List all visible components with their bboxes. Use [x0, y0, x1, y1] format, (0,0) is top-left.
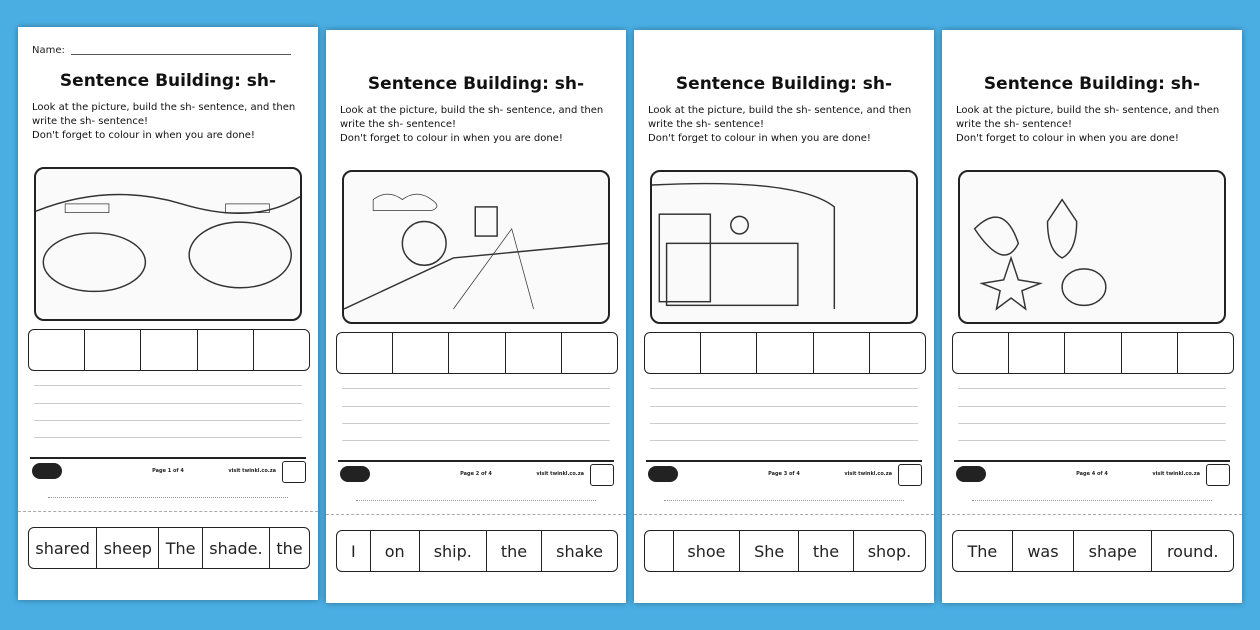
- footer-divider: [338, 460, 614, 462]
- instruction-line: Don't forget to colour in when you are done!: [32, 130, 255, 141]
- word-card[interactable]: She: [740, 531, 799, 571]
- name-field[interactable]: [32, 45, 291, 56]
- instruction-line: Look at the picture, build the sh- sentence, and then write the sh- sentence!: [32, 102, 296, 127]
- page-number: Page 4 of 4: [1076, 471, 1108, 477]
- writing-line: [650, 440, 918, 441]
- answer-slot[interactable]: [1065, 333, 1121, 373]
- word-card[interactable]: shape: [1074, 531, 1152, 571]
- word-card[interactable]: the: [487, 531, 542, 571]
- sentence-build-row: [952, 332, 1234, 374]
- page-number: Page 3 of 4: [768, 471, 800, 477]
- word-cards-row: [28, 527, 310, 569]
- footer-divider: [954, 460, 1230, 462]
- word-cards-row: [644, 530, 926, 572]
- answer-slot[interactable]: [814, 333, 870, 373]
- boy-ship-illustration: [342, 170, 610, 324]
- answer-slot[interactable]: [1122, 333, 1178, 373]
- word-card[interactable]: The: [953, 531, 1013, 571]
- instructions: [648, 104, 920, 146]
- cut-line: [18, 511, 318, 512]
- answer-slot[interactable]: [701, 333, 757, 373]
- sentence-build-row: [28, 329, 310, 371]
- answer-slot[interactable]: [757, 333, 813, 373]
- answer-slot[interactable]: [1178, 333, 1233, 373]
- instructions: [956, 104, 1228, 146]
- writing-line: [34, 385, 302, 386]
- word-cards-row: [952, 530, 1234, 572]
- instruction-line: Look at the picture, build the sh- sentence, and then write the sh- sentence!: [340, 105, 604, 130]
- instruction-line: Look at the picture, build the sh- sentence, and then write the sh- sentence!: [956, 105, 1220, 130]
- word-card[interactable]: shared: [29, 528, 97, 568]
- worksheet-page: [942, 30, 1242, 603]
- site-link: visit twinkl.co.za: [1152, 471, 1200, 477]
- answer-slot[interactable]: [1009, 333, 1065, 373]
- answer-slot[interactable]: [645, 333, 701, 373]
- page-number: Page 2 of 4: [460, 471, 492, 477]
- site-link: visit twinkl.co.za: [844, 471, 892, 477]
- writing-line: [958, 423, 1226, 424]
- writing-line: [342, 388, 610, 389]
- worksheet-title: Sentence Building: sh-: [367, 74, 585, 94]
- word-card[interactable]: shake: [556, 541, 603, 561]
- word-card[interactable]: the: [276, 538, 303, 558]
- sentence-build-row: [644, 332, 926, 374]
- site-link: visit twinkl.co.za: [228, 468, 276, 474]
- worksheet-title: Sentence Building: sh-: [675, 74, 893, 94]
- answer-slot[interactable]: [85, 330, 141, 370]
- instruction-line: Don't forget to colour in when you are done!: [956, 133, 1179, 144]
- twinkl-logo: [340, 466, 370, 482]
- answer-slot[interactable]: [506, 333, 562, 373]
- cut-line: [942, 514, 1242, 515]
- writing-line: [958, 440, 1226, 441]
- answer-slot[interactable]: [562, 333, 617, 373]
- writing-line: [958, 388, 1226, 389]
- word-card[interactable]: ship.: [420, 531, 487, 571]
- disclaimer: [48, 497, 288, 501]
- writing-line: [958, 406, 1226, 407]
- shells-illustration: [958, 170, 1226, 324]
- writing-line: [34, 437, 302, 438]
- worksheet-page: [18, 27, 318, 600]
- quality-badge-icon: [898, 464, 922, 486]
- writing-line: [342, 423, 610, 424]
- answer-slot[interactable]: [29, 330, 85, 370]
- disclaimer: [356, 500, 596, 504]
- word-card[interactable]: [645, 531, 674, 571]
- word-card[interactable]: shop.: [867, 541, 912, 561]
- worksheet-title: Sentence Building: sh-: [59, 71, 277, 91]
- writing-line: [650, 406, 918, 407]
- twinkl-logo: [648, 466, 678, 482]
- sheep-illustration: [34, 167, 302, 321]
- writing-line: [650, 423, 918, 424]
- word-card[interactable]: sheep: [97, 528, 159, 568]
- cut-line: [634, 514, 934, 515]
- instruction-line: Look at the picture, build the sh- sentence, and then write the sh- sentence!: [648, 105, 912, 130]
- word-cards-row: [336, 530, 618, 572]
- word-card[interactable]: I: [337, 531, 371, 571]
- instructions: [340, 104, 612, 146]
- answer-slot[interactable]: [141, 330, 197, 370]
- answer-slot[interactable]: [449, 333, 505, 373]
- answer-slot[interactable]: [337, 333, 393, 373]
- instruction-line: Don't forget to colour in when you are done!: [648, 133, 871, 144]
- word-card[interactable]: The: [159, 528, 203, 568]
- writing-line: [34, 403, 302, 404]
- sentence-build-row: [336, 332, 618, 374]
- quality-badge-icon: [1206, 464, 1230, 486]
- worksheet-page: [634, 30, 934, 603]
- writing-line: [342, 440, 610, 441]
- word-card[interactable]: shade.: [203, 528, 270, 568]
- answer-slot[interactable]: [870, 333, 925, 373]
- instruction-line: Don't forget to colour in when you are done!: [340, 133, 563, 144]
- twinkl-logo: [32, 463, 62, 479]
- cut-line: [326, 514, 626, 515]
- quality-badge-icon: [590, 464, 614, 486]
- shoe-shop-illustration: [650, 170, 918, 324]
- answer-slot[interactable]: [393, 333, 449, 373]
- writing-line: [650, 388, 918, 389]
- footer-divider: [30, 457, 306, 459]
- worksheet-title: Sentence Building: sh-: [983, 74, 1201, 94]
- answer-slot[interactable]: [254, 330, 309, 370]
- worksheet-page: [326, 30, 626, 603]
- answer-slot[interactable]: [953, 333, 1009, 373]
- word-card[interactable]: shoe: [674, 531, 741, 571]
- word-card[interactable]: on: [371, 531, 420, 571]
- quality-badge-icon: [282, 461, 306, 483]
- footer-divider: [646, 460, 922, 462]
- word-card[interactable]: the: [799, 531, 854, 571]
- disclaimer: [972, 500, 1212, 504]
- writing-line: [342, 406, 610, 407]
- word-card[interactable]: was: [1013, 531, 1074, 571]
- word-card[interactable]: round.: [1166, 541, 1219, 561]
- site-link: visit twinkl.co.za: [536, 471, 584, 477]
- name-line[interactable]: [71, 54, 291, 55]
- writing-line: [34, 420, 302, 421]
- disclaimer: [664, 500, 904, 504]
- answer-slot[interactable]: [198, 330, 254, 370]
- instructions: [32, 101, 304, 143]
- twinkl-logo: [956, 466, 986, 482]
- name-label: Name:: [32, 45, 65, 56]
- page-number: Page 1 of 4: [152, 468, 184, 474]
